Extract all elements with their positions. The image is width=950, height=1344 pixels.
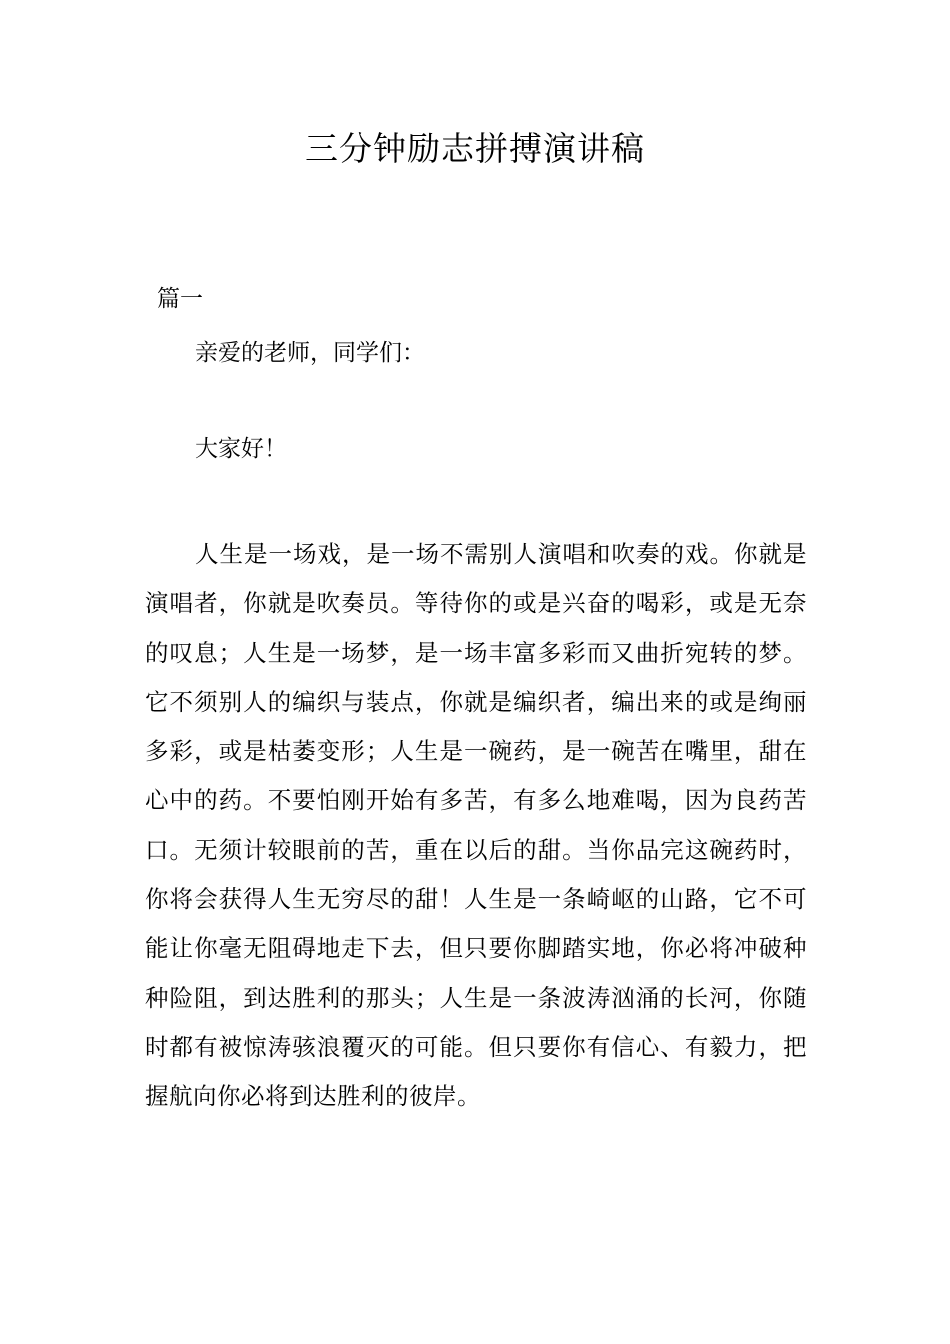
body-paragraph: 人生是一场戏，是一场不需别人演唱和吹奏的戏。你就是演唱者，你就是吹奏员。等待你的或是兴奋的喝彩，或是无奈的叹息；人生是一场梦，是一场丰富多彩而又曲折宛转的梦。它不须别人的编织与装点，你就是编织者，编出来的或是绚丽多彩，或是枯萎变形；人生是一碗药，是一碗苦在嘴里，甜在心中的药。不要怕刚开始有多苦，有多么地难喝，因为良药苦口。无须计较眼前的苦，重在以后的甜。当你品完这碗药时，你将会获得人生无穷尽的甜！人生是一条崎岖的山路，它不可能让你毫无阻碍地走下去，但只要你脚踏实地，你必将冲破种种险阻，到达胜利的那头；人生是一条波涛汹涌的长河，你随时都有被惊涛骇浪覆灭的可能。但只要你有信心、有毅力，把握航向你必将到达胜利的彼岸。 [145, 540, 807, 1111]
section-label: 篇一 [157, 286, 203, 312]
greeting-line: 大家好！ [195, 436, 287, 462]
document-title: 三分钟励志拼搏演讲稿 [305, 129, 645, 168]
salutation-line: 亲爱的老师，同学们： [195, 340, 425, 366]
